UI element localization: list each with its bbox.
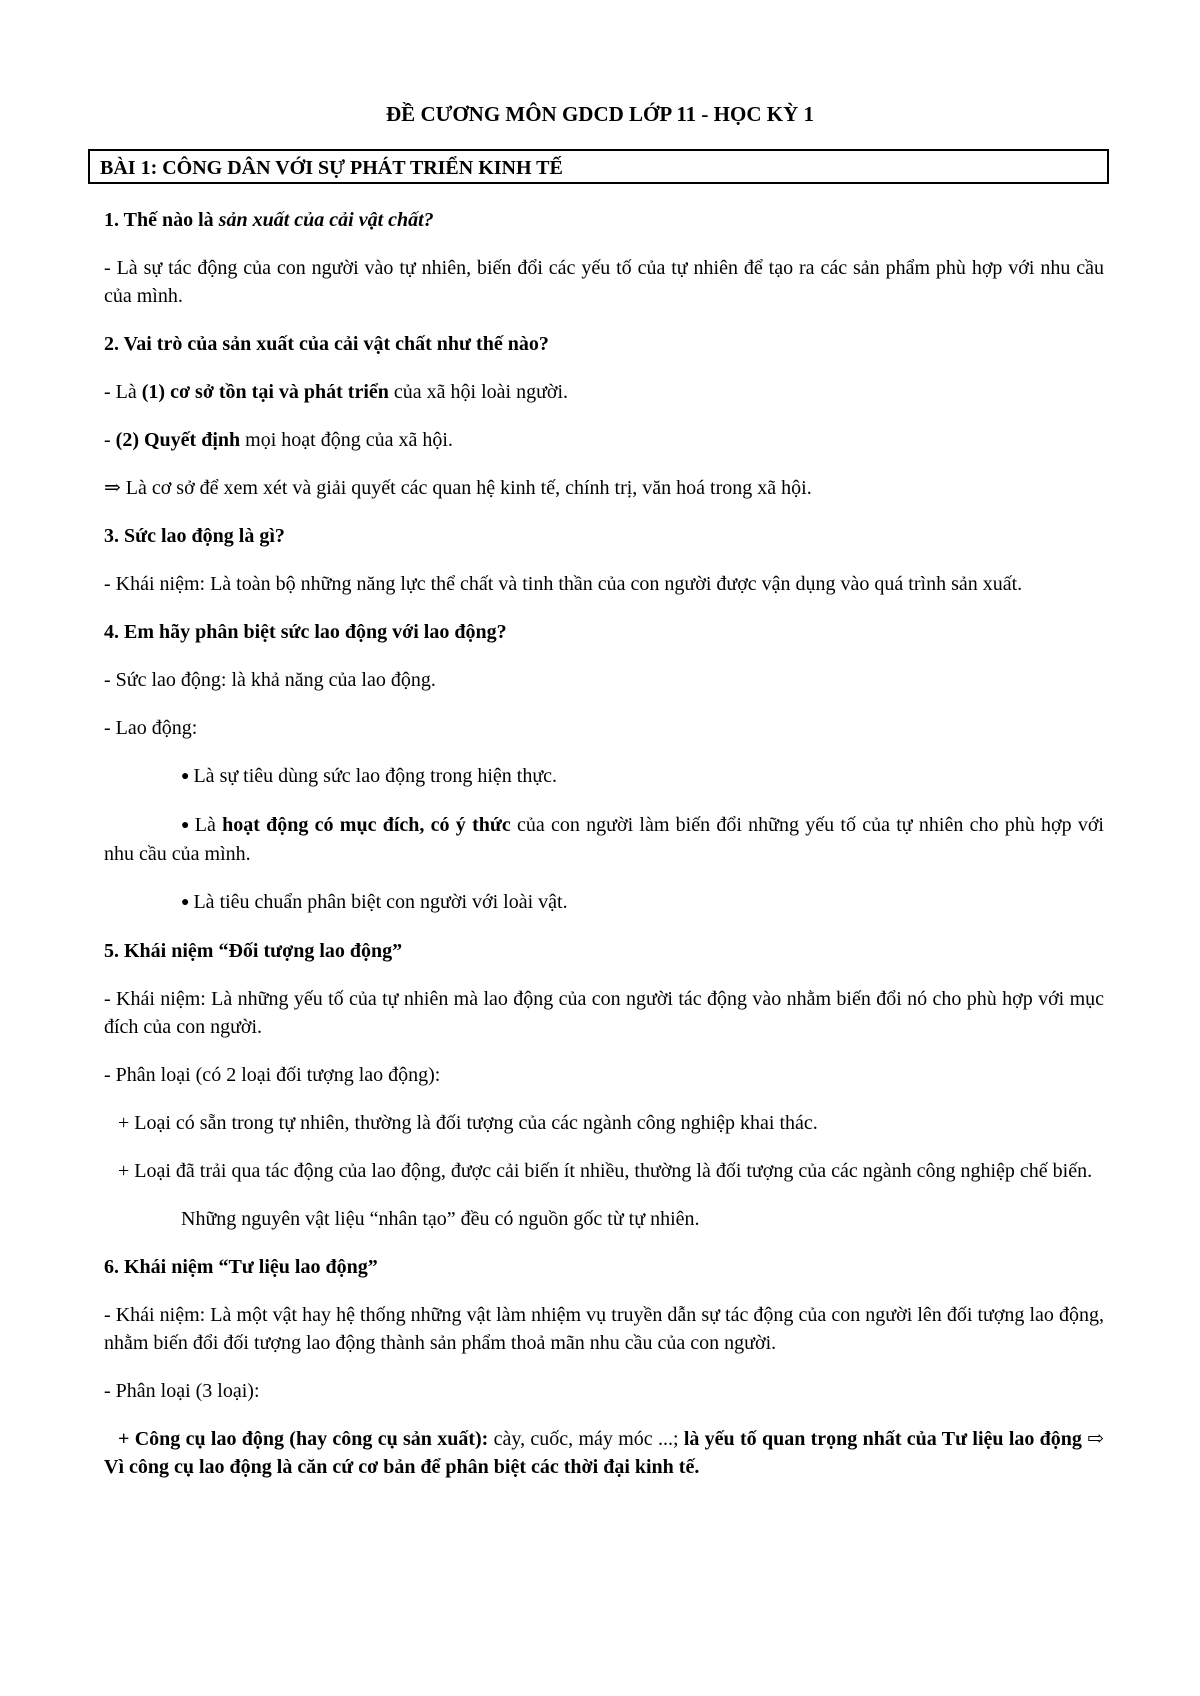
question-2-line-2-bold: (2) Quyết định: [115, 429, 241, 451]
question-6-tool-importance: là yếu tố quan trọng nhất của Tư liệu lao động ⇨ Vì công cụ lao động là căn cứ cơ bản để phân biệt các thời đại kinh tế.: [104, 1428, 1104, 1478]
question-2-line-1-prefix: - Là: [104, 381, 142, 403]
question-3-heading: 3. Sức lao động là gì?: [104, 525, 285, 547]
question-2-heading: 2. Vai trò của sản xuất của cải vật chất như thế nào?: [104, 333, 549, 355]
question-6-classification: - Phân loại (3 loại):: [104, 1380, 260, 1402]
question-5-type-2: + Loại đã trải qua tác động của lao động, được cải biến ít nhiều, thường là đối tượng của các ngành công nghiệp chế biến.: [118, 1160, 1093, 1182]
bullet-icon: ●: [181, 895, 190, 910]
question-4-bullet-2: [104, 811, 1104, 868]
question-6-concept: - Khái niệm: Là một vật hay hệ thống những vật làm nhiệm vụ truyền dẫn sự tác động của con người lên đối tượng lao động, nhằm biến đổi đối tượng lao động thành sản phẩm thoả mãn nhu cầu của con người.: [104, 1304, 1104, 1354]
question-5-heading: 5. Khái niệm “Đối tượng lao động”: [104, 940, 403, 962]
question-2-line-2-suffix: mọi hoạt động của xã hội.: [240, 429, 453, 451]
question-1-heading-text: 1. Thế nào là: [104, 209, 219, 231]
question-2-line-1-suffix: của xã hội loài người.: [388, 381, 569, 403]
question-6-tool-examples: cày, cuốc, máy móc ...;: [488, 1428, 684, 1450]
bullet-icon: ●: [181, 818, 191, 833]
question-6-heading: 6. Khái niệm “Tư liệu lao động”: [104, 1256, 378, 1278]
question-1-heading-emphasis: sản xuất của cải vật chất?: [218, 209, 434, 231]
document-content: [104, 206, 1104, 1501]
question-4-bullet-1-text: Là sự tiêu dùng sức lao động trong hiện thực.: [193, 765, 558, 787]
question-1-heading: [104, 206, 1104, 234]
document-title: ĐỀ CƯƠNG MÔN GDCD LỚP 11 - HỌC KỲ 1: [386, 102, 814, 126]
question-4-bullet-2-suffix: của con người làm biến đổi những yếu tố của tự nhiên cho phù hợp với nhu cầu của mình.: [104, 814, 1104, 865]
question-2-line-1: [104, 378, 1104, 406]
question-5-concept: - Khái niệm: Là những yếu tố của tự nhiên mà lao động của con người tác động vào nhằm biến đổi nó cho phù hợp với mục đích của con người.: [104, 988, 1104, 1038]
question-5-classification: - Phân loại (có 2 loại đối tượng lao động):: [104, 1064, 441, 1086]
question-5-type-1: + Loại có sẵn trong tự nhiên, thường là đối tượng của các ngành công nghiệp khai thác.: [118, 1112, 818, 1134]
lesson-title-box: BÀI 1: CÔNG DÂN VỚI SỰ PHÁT TRIỂN KINH TẾ: [88, 149, 1109, 184]
question-4-bullet-3: [104, 888, 1104, 917]
question-4-line-2: - Lao động:: [104, 717, 198, 739]
question-2-line-2-prefix: -: [104, 429, 116, 451]
question-2-line-2: [104, 426, 1104, 454]
question-2-line-1-bold: (1) cơ sở tồn tại và phát triển: [141, 381, 389, 403]
question-4-bullet-1: [104, 762, 1104, 791]
question-4-bullet-3-text: Là tiêu chuẩn phân biệt con người với loài vật.: [193, 891, 568, 913]
question-6-tool: [104, 1425, 1104, 1481]
question-4-line-1: - Sức lao động: là khả năng của lao động.: [104, 669, 436, 691]
question-1-answer: - Là sự tác động của con người vào tự nhiên, biến đổi các yếu tố của tự nhiên để tạo ra các sản phẩm phù hợp với nhu cầu của mình.: [104, 257, 1104, 307]
question-3-answer: - Khái niệm: Là toàn bộ những năng lực thể chất và tinh thần của con người được vận dụng vào quá trình sản xuất.: [104, 573, 1023, 595]
question-4-bullet-2-prefix: Là: [194, 814, 223, 836]
question-6-tool-bold: + Công cụ lao động (hay công cụ sản xuất):: [118, 1428, 489, 1450]
question-4-bullet-2-bold: hoạt động có mục đích, có ý thức: [222, 814, 511, 836]
question-4-heading: 4. Em hãy phân biệt sức lao động với lao động?: [104, 621, 507, 643]
bullet-icon: ●: [181, 769, 190, 784]
question-5-note: Những nguyên vật liệu “nhân tạo” đều có nguồn gốc từ tự nhiên.: [181, 1208, 700, 1230]
question-2-conclusion: ⇒ Là cơ sở để xem xét và giải quyết các quan hệ kinh tế, chính trị, văn hoá trong xã hội.: [104, 477, 812, 499]
